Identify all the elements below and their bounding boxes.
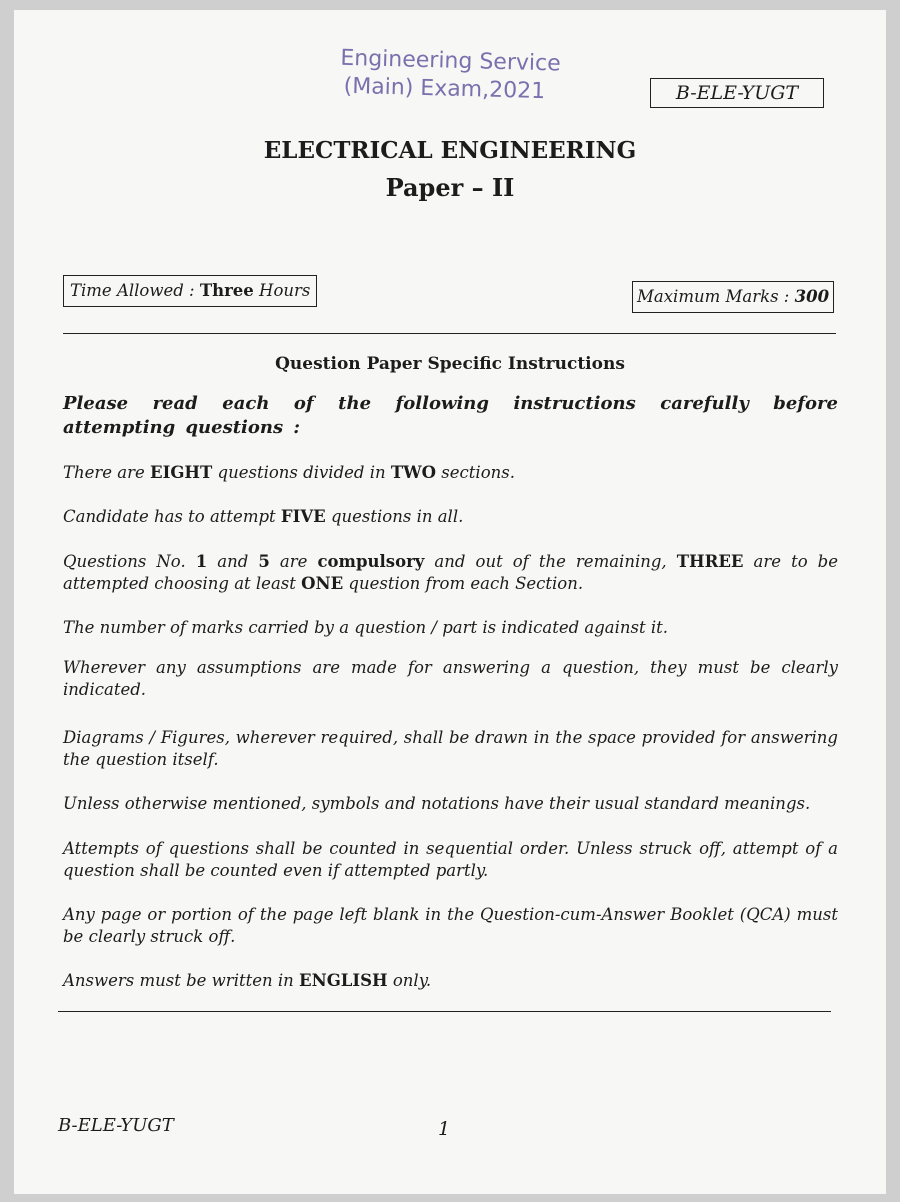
maximum-marks-label: Maximum Marks : (637, 287, 795, 306)
stamp-line-1: Engineering Service (340, 45, 561, 77)
instruction-text: Candidate has to attempt (63, 507, 281, 526)
instruction-text: Diagrams / Figures, wherever required, shall be drawn in the space provided for answering the question itself. (63, 728, 838, 769)
instruction-emphasis: EIGHT (150, 463, 213, 482)
exam-stamp (339, 45, 590, 108)
instruction-emphasis: ENGLISH (299, 971, 388, 990)
instruction-text: There are (63, 463, 151, 482)
instruction-text: and out of the remaining, (424, 552, 677, 571)
time-allowed-box (63, 275, 317, 307)
instruction-text: Answers must be written in (63, 971, 300, 990)
instruction-emphasis: compulsory (317, 552, 425, 571)
instructions-heading: Question Paper Specific Instructions (275, 354, 625, 374)
instruction-emphasis: 5 (258, 552, 270, 571)
instruction-item (63, 793, 838, 815)
instruction-text: questions divided in (212, 463, 391, 482)
instruction-item (63, 617, 838, 639)
instruction-emphasis: ONE (301, 574, 344, 593)
page-number: 1 (438, 1118, 451, 1140)
maximum-marks-value: 300 (794, 287, 830, 306)
instruction-emphasis: 1 (195, 552, 208, 571)
instruction-item (63, 506, 838, 528)
instruction-text: Questions No. (63, 552, 196, 571)
instruction-emphasis: THREE (676, 552, 744, 571)
time-allowed-label: Time Allowed : (70, 281, 200, 300)
instruction-text: sections. (436, 463, 515, 482)
stamp-line-2: (Main) Exam,2021 (343, 73, 546, 105)
instruction-item (63, 462, 838, 484)
instruction-text: Unless otherwise mentioned, symbols and notations have their usual standard meanings. (63, 794, 811, 813)
instruction-item (63, 970, 838, 992)
instruction-item (63, 904, 838, 948)
divider-bottom (58, 1011, 831, 1012)
instruction-item (63, 727, 838, 771)
subject-title: ELECTRICAL ENGINEERING (263, 137, 637, 164)
maximum-marks-box (632, 281, 834, 313)
instruction-item (63, 838, 838, 882)
time-allowed-suffix: Hours (253, 281, 311, 300)
paper-code: B-ELE-YUGT (650, 78, 824, 108)
divider-top (63, 333, 836, 334)
instruction-text: Wherever any assumptions are made for answering a question, they must be clearly indicated. (63, 658, 838, 699)
instruction-emphasis: FIVE (280, 507, 326, 526)
instruction-item (63, 551, 838, 595)
instruction-text: Attempts of questions shall be counted in sequential order. Unless struck off, attempt of a question shall be counted even if attempted partly. (63, 839, 838, 880)
instruction-text: are (269, 552, 318, 571)
instruction-text: question from each Section. (343, 574, 584, 593)
instruction-text: Any page or portion of the page left blank in the Question-cum-Answer Booklet (QCA) must be clearly struck off. (63, 905, 838, 946)
time-allowed-value: Three (199, 281, 254, 300)
instruction-text: only. (387, 971, 432, 990)
instruction-text: questions in all. (325, 507, 464, 526)
footer-paper-code: B-ELE-YUGT (58, 1115, 174, 1136)
instructions-intro: Please read each of the following instructions carefully before attempting questions : (63, 393, 838, 438)
instruction-text: and (207, 552, 259, 571)
instruction-text: are to be attempted choosing at least (63, 552, 839, 593)
paper-title: Paper – II (385, 173, 515, 202)
instruction-text: The number of marks carried by a question / part is indicated against it. (63, 618, 669, 637)
instruction-emphasis: TWO (390, 463, 437, 482)
instruction-item (63, 657, 838, 701)
